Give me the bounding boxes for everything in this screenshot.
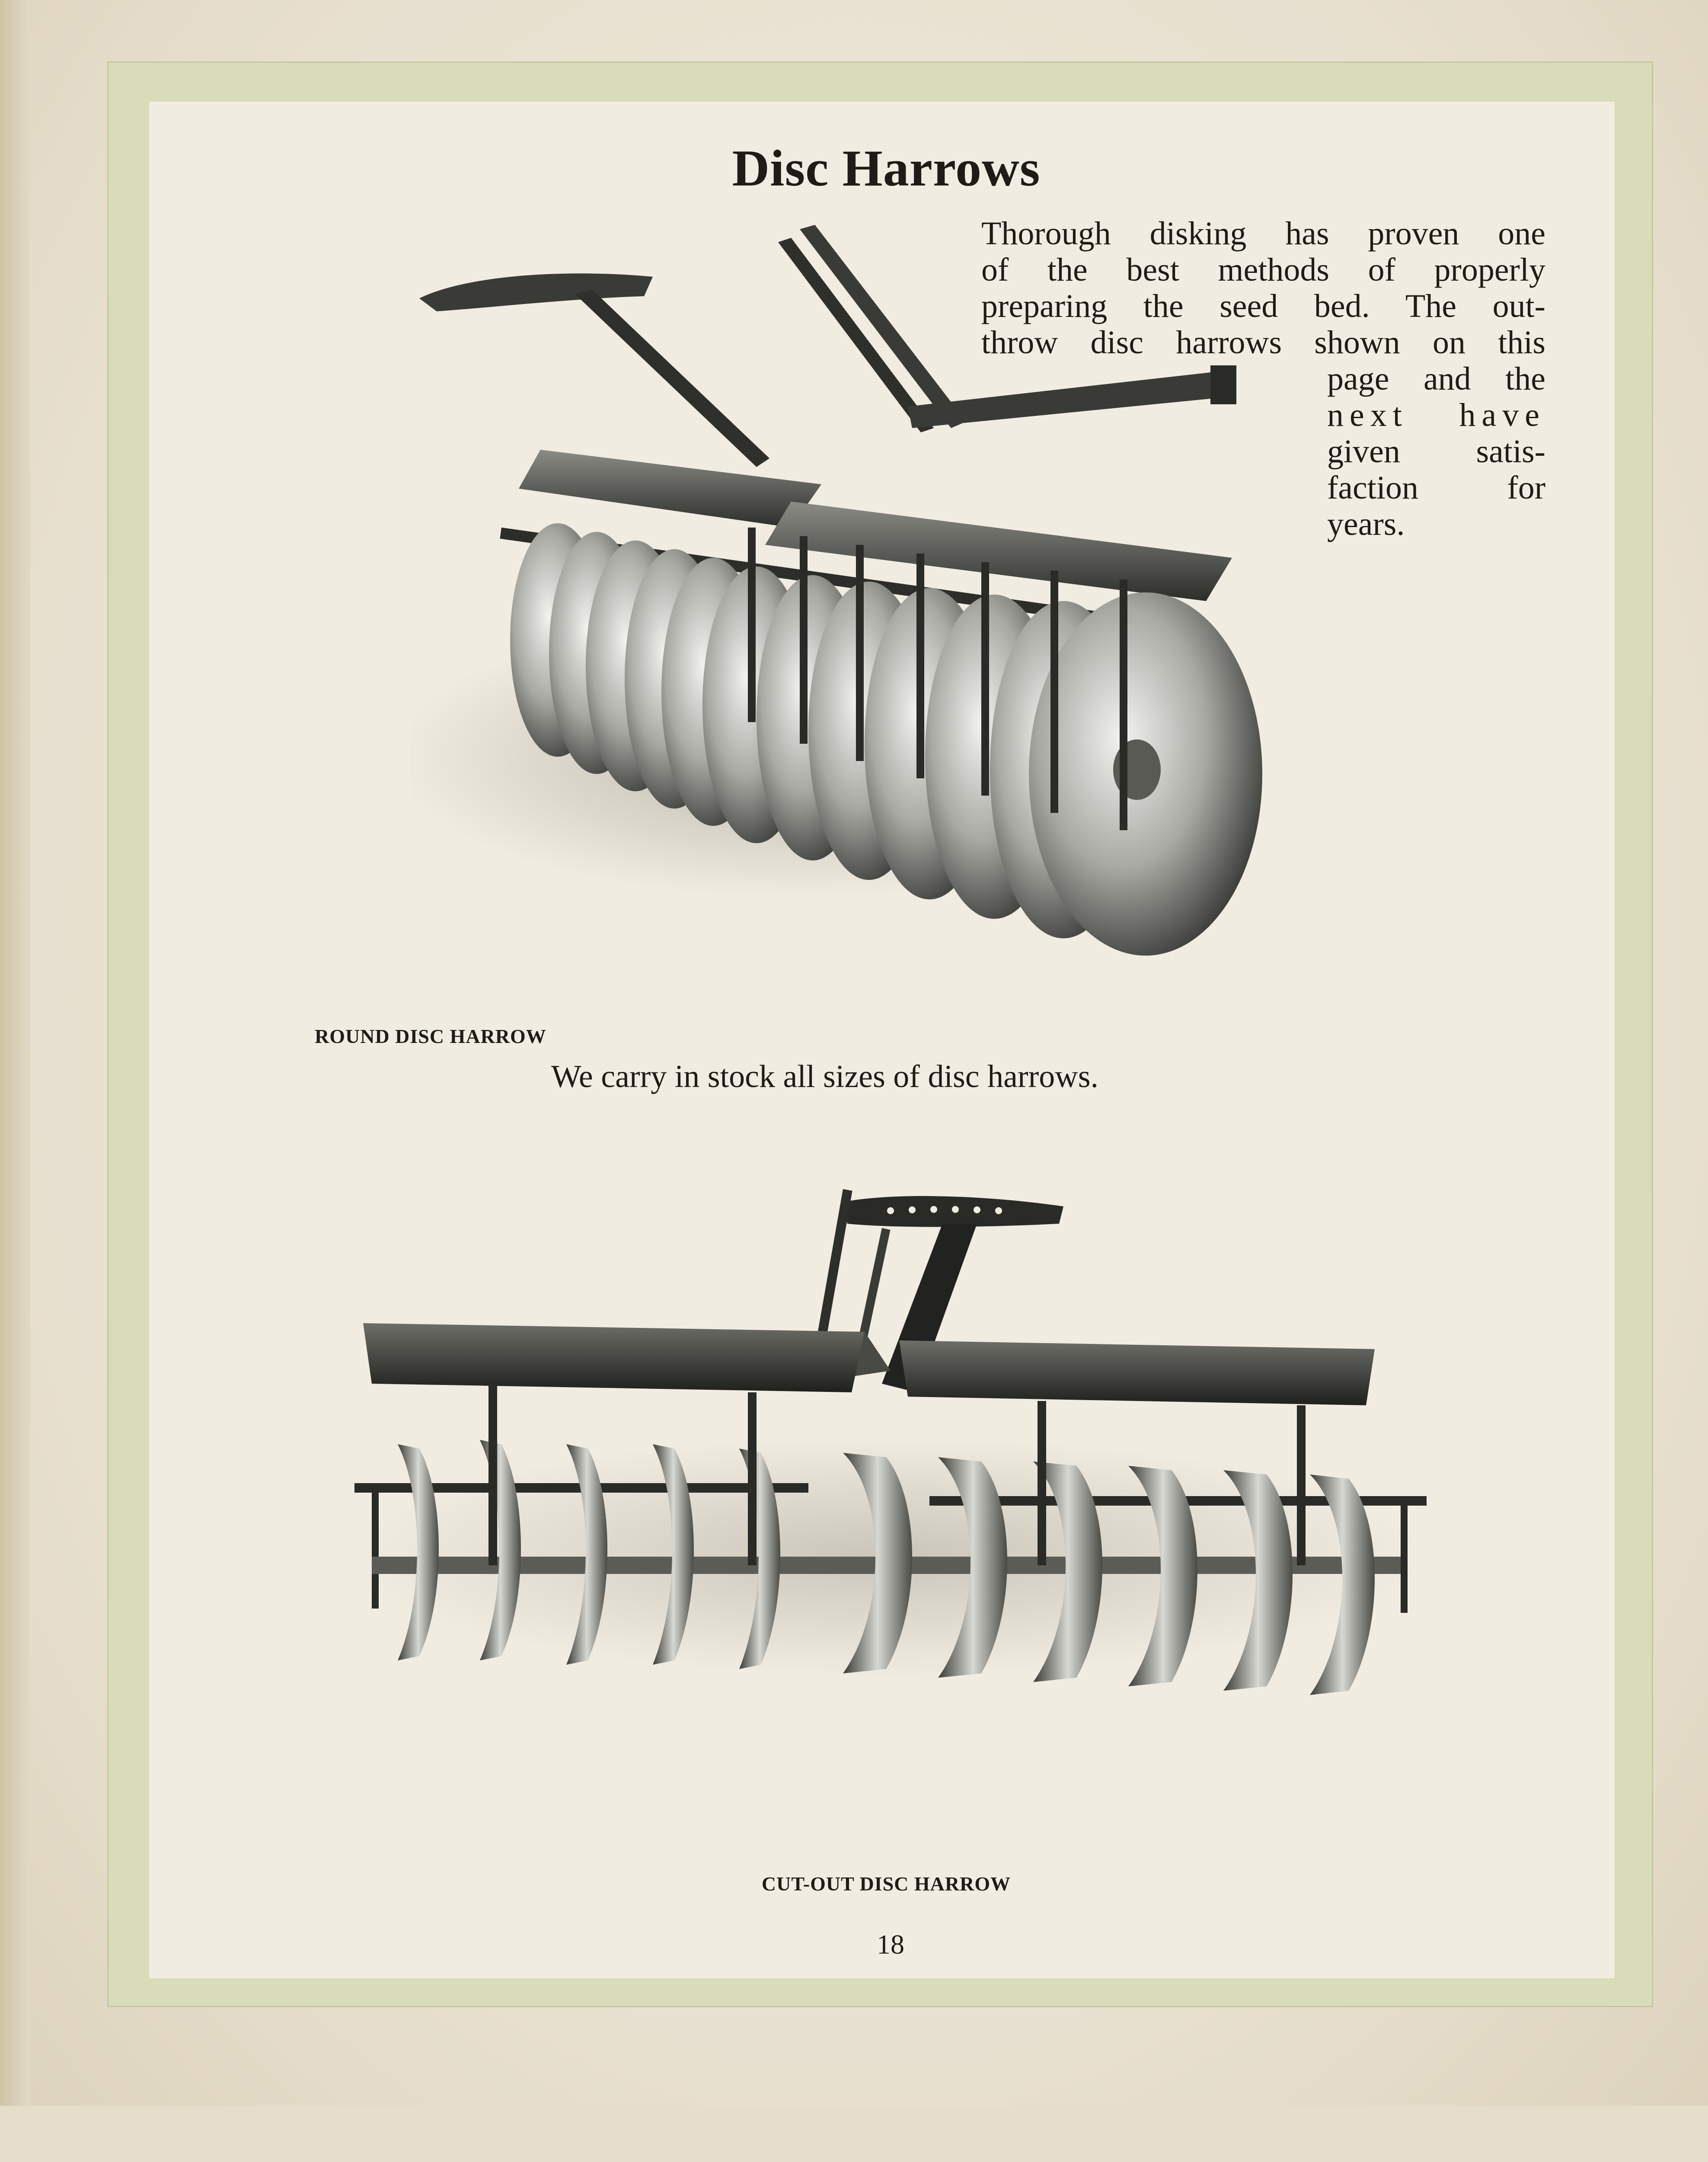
intro-line: throw disc harrows shown on this [981,324,1545,361]
intro-line: Thorough disking has proven one [981,215,1545,252]
round-disc-harrow-caption: ROUND DISC HARROW [315,1025,546,1047]
book-gutter [0,0,30,2106]
intro-line: page and the [1327,361,1545,397]
intro-line: preparing the seed bed. The out- [981,288,1545,324]
cutout-disc-harrow-illustration [346,1167,1427,2162]
intro-line: years. [1327,506,1405,542]
intro-line: of the best methods of properly [981,252,1545,288]
page-number: 18 [877,1929,904,1960]
round-disc-harrow-illustration [411,225,1275,995]
cutout-disc-harrow-caption: CUT-OUT DISC HARROW [761,1873,1011,1895]
intro-line: faction for [1327,470,1545,506]
intro-line: given satis- [1327,433,1545,470]
stock-note: We carry in stock all sizes of disc harrows. [551,1059,1099,1094]
page-title: Disc Harrows [732,139,1041,197]
intro-line: next have [1327,397,1545,433]
